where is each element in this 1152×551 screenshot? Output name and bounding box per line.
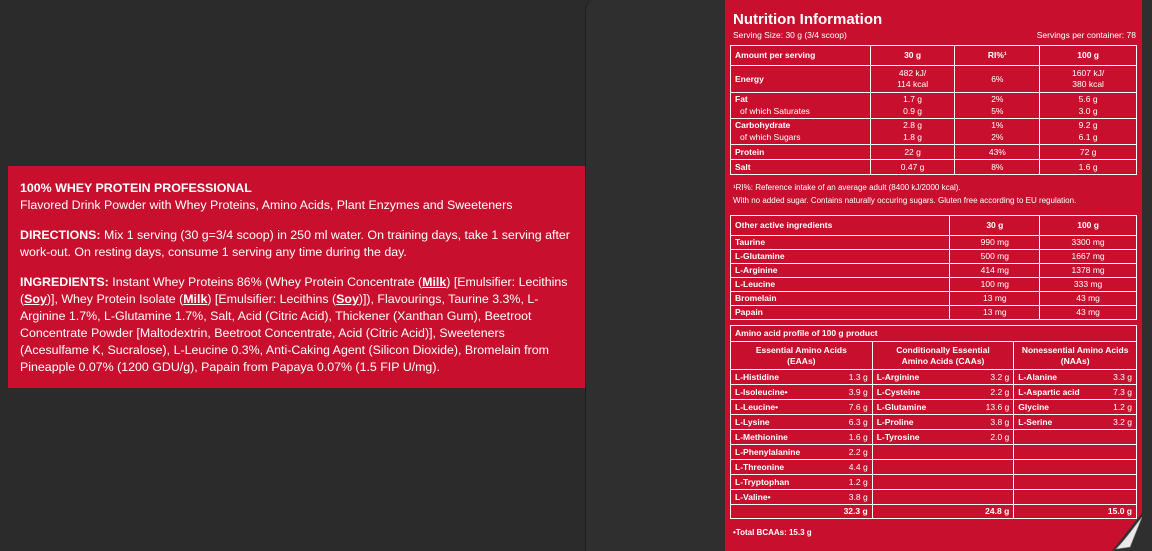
value-30g: 100 mg <box>950 278 1040 292</box>
caa-header-line-2: Amino Acids (CAAs) <box>901 355 985 366</box>
directions-label: DIRECTIONS: <box>20 228 101 242</box>
value-100g: 5.6 g <box>1040 93 1137 106</box>
ingredient-name: Papain <box>731 306 950 320</box>
table-row <box>731 306 1137 320</box>
amino-value: 3.3 g <box>1092 370 1137 385</box>
empty-cell <box>731 505 828 519</box>
amino-value: 1.6 g <box>827 430 872 445</box>
amino-value <box>969 475 1014 490</box>
table-row <box>731 216 1137 236</box>
eaa-header <box>731 342 873 370</box>
amino-name: Glycine <box>1014 400 1092 415</box>
amino-name: L-Cysteine <box>872 385 969 400</box>
naa-header <box>1014 342 1137 370</box>
ingredients-label: INGREDIENTS: <box>20 275 109 289</box>
amino-value: 7.3 g <box>1092 385 1137 400</box>
value-ri: 6% <box>955 66 1040 93</box>
amino-value <box>1092 430 1137 445</box>
bcaa-note: •Total BCAAs: 15.3 g <box>733 528 812 537</box>
caa-header <box>872 342 1014 370</box>
value-30g: 13 mg <box>950 292 1040 306</box>
nutrient-name: Carbohydrate <box>731 119 871 132</box>
nutrient-subname: of which Saturates <box>731 106 871 119</box>
table-row <box>731 490 1137 505</box>
naa-header-line-2: (NAAs) <box>1060 355 1090 366</box>
amino-value <box>969 460 1014 475</box>
amino-name: L-Threonine <box>731 460 828 475</box>
amino-name <box>1014 445 1092 460</box>
ingredients-text: )]), Flavourings, Taurine 3.3%, L-Arginine 1.7%, L-Glutamine 1.7%, Salt, Acid (Citric Acid), Thickener (Xanthan Gum), Beetroot Concentrate Powder [Maltodextrin, Beetroot Concentrate, Acid (Citric Acid)], Sweeteners (Acesulfame K, Sucralose), L-Leucine 0.3%, Anti-Caking Agent (Silicon Dioxide), Bromelain from Pineapple 0.07% (1200 GDU/g), Papain from Papaya 0.07% (1.5 FIP U/mg). <box>20 292 549 374</box>
product-heading <box>20 180 573 214</box>
amino-value: 3.2 g <box>969 370 1014 385</box>
value-100g-kcal: 380 kcal <box>1072 79 1104 89</box>
amino-name <box>1014 490 1092 505</box>
eaa-header-line-1: Essential Amino Acids <box>755 344 847 355</box>
value-30g: 2.8 g <box>870 119 955 132</box>
active-ingredients-table <box>730 215 1137 320</box>
amino-name: L-Lysine <box>731 415 828 430</box>
ri-note: ¹RI%: Reference intake of an average adult (8400 kJ/2000 kcal). <box>733 183 961 192</box>
amino-name: L-Isoleucine• <box>731 385 828 400</box>
table-row <box>731 342 1137 370</box>
ingredients-text: ) [Emulsifier: Lecithins ( <box>207 292 337 306</box>
amino-value: 1.2 g <box>827 475 872 490</box>
directions-text: Mix 1 serving (30 g=3/4 scoop) in 250 ml water. On training days, take 1 serving after work-out. On resting days, consume 1 serving any time during the day. <box>20 228 570 259</box>
ingredient-name: L-Leucine <box>731 278 950 292</box>
amino-value: 1.2 g <box>1092 400 1137 415</box>
value-30g: 414 mg <box>950 264 1040 278</box>
amino-title: Amino acid profile of 100 g product <box>731 326 1137 342</box>
value-100g: 3.0 g <box>1040 106 1137 119</box>
table-row <box>731 415 1137 430</box>
amino-value: 13.6 g <box>969 400 1014 415</box>
table-row <box>731 278 1137 292</box>
value-100g: 1378 mg <box>1040 264 1137 278</box>
table-row <box>731 160 1137 175</box>
table-row <box>731 119 1137 132</box>
amino-name <box>872 460 969 475</box>
amino-name: L-Glutamine <box>872 400 969 415</box>
amino-value: 6.3 g <box>827 415 872 430</box>
product-name: 100% WHEY PROTEIN PROFESSIONAL <box>20 181 252 195</box>
value-30g: 1.8 g <box>870 132 955 145</box>
empty-cell <box>872 505 969 519</box>
nutrition-table <box>730 45 1137 175</box>
table-row <box>731 475 1137 490</box>
page-curl-icon <box>1112 513 1142 551</box>
table-row <box>731 66 1137 93</box>
amino-value <box>969 490 1014 505</box>
table-header-cell: 30 g <box>870 46 955 66</box>
amino-value: 7.6 g <box>827 400 872 415</box>
amino-value: 3.2 g <box>1092 415 1137 430</box>
value-100g-kj: 1607 kJ/ <box>1072 68 1105 78</box>
amino-value <box>1092 475 1137 490</box>
table-row <box>731 505 1137 519</box>
table-row <box>731 250 1137 264</box>
ingredients-text: )], Whey Protein Isolate ( <box>46 292 184 306</box>
amino-value <box>969 445 1014 460</box>
value-30g-kj: 482 kJ/ <box>898 68 927 78</box>
nutrient-subname: of which Sugars <box>731 132 871 145</box>
nutrition-title: Nutrition Information <box>733 11 883 28</box>
value-ri: 8% <box>955 160 1040 175</box>
amino-value: 1.3 g <box>827 370 872 385</box>
amino-value: 2.2 g <box>827 445 872 460</box>
table-header-cell: RI%¹ <box>955 46 1040 66</box>
value-30g: 0.9 g <box>870 106 955 119</box>
value-30g: 1.7 g <box>870 93 955 106</box>
amino-name <box>872 475 969 490</box>
value-30g: 22 g <box>870 145 955 160</box>
ingredient-name: Taurine <box>731 236 950 250</box>
table-header-cell: Other active ingredients <box>731 216 950 236</box>
table-row <box>731 132 1137 145</box>
table-row <box>731 236 1137 250</box>
table-row <box>731 370 1137 385</box>
amino-name: L-Methionine <box>731 430 828 445</box>
serving-size: Serving Size: 30 g (3/4 scoop) <box>733 30 847 40</box>
amino-name: L-Tyrosine <box>872 430 969 445</box>
value-ri: 5% <box>955 106 1040 119</box>
naa-total: 15.0 g <box>1092 505 1137 519</box>
amino-name: L-Proline <box>872 415 969 430</box>
amino-name <box>1014 475 1092 490</box>
allergen-soy: Soy <box>24 292 47 306</box>
eaa-header-line-2: (EAAs) <box>787 355 816 366</box>
amino-name: L-Alanine <box>1014 370 1092 385</box>
amino-name <box>872 490 969 505</box>
value-30g: 500 mg <box>950 250 1040 264</box>
table-row <box>731 106 1137 119</box>
table-row <box>731 264 1137 278</box>
amino-rows <box>731 370 1137 505</box>
amino-name: L-Leucine• <box>731 400 828 415</box>
amino-value <box>1092 445 1137 460</box>
table-row <box>731 445 1137 460</box>
value-ri: 1% <box>955 119 1040 132</box>
ingredient-name: L-Glutamine <box>731 250 950 264</box>
amino-value: 3.8 g <box>827 490 872 505</box>
caa-header-line-1: Conditionally Essential <box>896 344 990 355</box>
amino-name: L-Aspartic acid <box>1014 385 1092 400</box>
amino-name: L-Tryptophan <box>731 475 828 490</box>
value-30g: 13 mg <box>950 306 1040 320</box>
amino-value <box>1092 490 1137 505</box>
product-description: Flavored Drink Powder with Whey Proteins, Amino Acids, Plant Enzymes and Sweeteners <box>20 198 513 212</box>
value-100g: 9.2 g <box>1040 119 1137 132</box>
table-row <box>731 385 1137 400</box>
amino-name: L-Phenylalanine <box>731 445 828 460</box>
value-ri: 43% <box>955 145 1040 160</box>
amino-name <box>872 445 969 460</box>
amino-value: 2.0 g <box>969 430 1014 445</box>
amino-name: L-Arginine <box>872 370 969 385</box>
value-30g: 990 mg <box>950 236 1040 250</box>
amino-value: 2.2 g <box>969 385 1014 400</box>
table-row <box>731 93 1137 106</box>
value-30g-kcal: 114 kcal <box>897 79 929 89</box>
table-header-cell: 100 g <box>1040 46 1137 66</box>
ingredient-name: L-Arginine <box>731 264 950 278</box>
table-header-cell: 100 g <box>1040 216 1137 236</box>
value-100g: 333 mg <box>1040 278 1137 292</box>
nutrient-name: Energy <box>731 66 871 93</box>
table-row <box>731 46 1137 66</box>
amino-value: 4.4 g <box>827 460 872 475</box>
product-info-panel <box>8 166 585 388</box>
table-row <box>731 145 1137 160</box>
value-100g <box>1040 66 1137 93</box>
sugar-gluten-note: With no added sugar. Contains naturally occuring sugars. Gluten free according to EU regulation. <box>733 196 1077 205</box>
caa-total: 24.8 g <box>969 505 1014 519</box>
allergen-soy: Soy <box>336 292 359 306</box>
ingredients <box>20 274 573 376</box>
amino-value: 3.8 g <box>969 415 1014 430</box>
nutrition-label <box>725 0 1142 551</box>
amino-value: 3.9 g <box>827 385 872 400</box>
value-100g: 3300 mg <box>1040 236 1137 250</box>
value-ri: 2% <box>955 93 1040 106</box>
value-100g: 43 mg <box>1040 306 1137 320</box>
value-100g: 6.1 g <box>1040 132 1137 145</box>
ingredients-text: Instant Whey Proteins 86% (Whey Protein Concentrate ( <box>108 275 423 289</box>
value-100g: 72 g <box>1040 145 1137 160</box>
naa-header-line-1: Nonessential Amino Acids <box>1021 344 1129 355</box>
empty-cell <box>1014 505 1092 519</box>
value-30g <box>870 66 955 93</box>
ingredients-text: ) [Emulsifier: Lecithins ( <box>20 275 568 306</box>
table-row <box>731 326 1137 342</box>
amino-name <box>1014 430 1092 445</box>
value-30g: 0.47 g <box>870 160 955 175</box>
value-100g: 1.6 g <box>1040 160 1137 175</box>
amino-acid-table <box>730 325 1137 519</box>
nutrient-name: Fat <box>731 93 871 106</box>
amino-name: L-Serine <box>1014 415 1092 430</box>
nutrient-name: Protein <box>731 145 871 160</box>
value-ri: 2% <box>955 132 1040 145</box>
table-row <box>731 400 1137 415</box>
table-row <box>731 292 1137 306</box>
amino-name: L-Histidine <box>731 370 828 385</box>
table-row <box>731 430 1137 445</box>
allergen-milk: Milk <box>422 275 447 289</box>
amino-name: L-Valine• <box>731 490 828 505</box>
amino-value <box>1092 460 1137 475</box>
servings-per-container: Servings per container: 78 <box>1036 30 1136 40</box>
table-row <box>731 460 1137 475</box>
table-header-cell: 30 g <box>950 216 1040 236</box>
nutrient-name: Salt <box>731 160 871 175</box>
eaa-total: 32.3 g <box>827 505 872 519</box>
value-100g: 43 mg <box>1040 292 1137 306</box>
directions <box>20 227 573 261</box>
ingredient-name: Bromelain <box>731 292 950 306</box>
amino-name <box>1014 460 1092 475</box>
table-header-cell: Amount per serving <box>731 46 871 66</box>
allergen-milk: Milk <box>183 292 208 306</box>
value-100g: 1667 mg <box>1040 250 1137 264</box>
